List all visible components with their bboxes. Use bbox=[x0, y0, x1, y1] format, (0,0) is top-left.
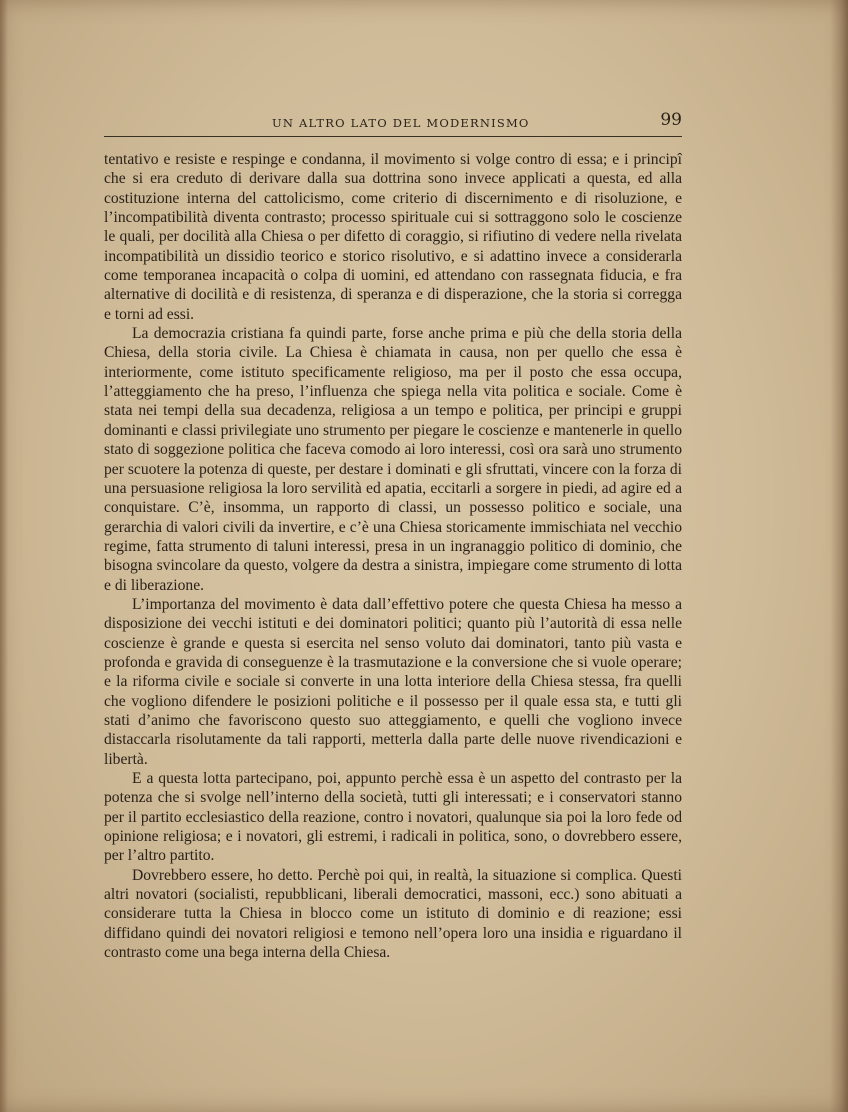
page-left-edge bbox=[0, 0, 8, 1112]
page-number: 99 bbox=[660, 110, 682, 130]
paragraph-4: E a questa lotta partecipano, poi, appunto perchè essa è un aspetto del contrasto per la potenza che si svolge nell’interno della società, tutti gli interessati; e i conservatori stanno per il partito ecclesiastico della reazione, contro i novatori, qualunque sia poi la loro fede od opinione religiosa; e i novatori, gli estremi, i radicali in politica, sono, o dovrebbero essere, per l’altro partito. bbox=[104, 770, 682, 865]
body-text bbox=[104, 150, 682, 962]
paragraph-1: tentativo e resiste e respinge e condanna, il movimento si volge contro di essa; e i principî che si era creduto di derivare dalla sua dottrina sono invece applicati a questa, ed alla costituzione interna del cattolicismo, come criterio di discernimento e di risoluzione, e l’incompatibilità diventa contrasto; processo spirituale cui si sottraggono solo le coscienze le quali, per docilità alla Chiesa o per difetto di coraggio, si rifiutino di vedere nella rivelata incompatibilità un dissidio teorico e storico risolutivo, e si adattino invece a considerarla come temporanea incapacità o colpa di uomini, ed attendano con rassegnata fiducia, e fra alternative di docilità e di resistenza, di speranza e di disperazione, che la storia si corregga e torni ad essi. bbox=[104, 151, 682, 323]
paragraph-3: L’importanza del movimento è data dall’effettivo potere che questa Chiesa ha messo a disposizione dei vecchi istituti e dei dominatori politici; quanto più l’autorità di essa nelle coscienze è grande e questa si esercita nel senso voluto dai dominatori, tanto più vasta e profonda e gravida di conseguenze è la trasmutazione e la conversione che si vuole operare; e la riforma civile e sociale si converte in una lotta interiore della Chiesa stessa, fra quelli che vogliono difendere le posizioni politiche e il possesso per il quale essa sta, e tutti gli stati d’animo che favoriscono questo suo atteggiamento, e quelli che vogliono invece distaccarla risolutamente da tali rapporti, metterla dalla parte delle nuove rivendicazioni e libertà. bbox=[104, 595, 682, 768]
page-right-edge bbox=[830, 0, 848, 1112]
running-title: UN ALTRO LATO DEL MODERNISMO bbox=[272, 116, 530, 130]
paragraph-5: Dovrebbero essere, ho detto. Perchè poi qui, in realtà, la situazione si complica. Questi altri novatori (socialisti, repubblicani, liberali democratici, massoni, ecc.) sono abituati a considerare tutta la Chiesa in blocco come un istituto di dominio e di reazione; essi diffidano quindi dei novatori religiosi e temono nell’opera loro una insidia e riguardano il contrasto come una bega interna della Chiesa. bbox=[104, 866, 682, 962]
page-header bbox=[104, 110, 682, 139]
paragraph-2: La democrazia cristiana fa quindi parte, forse anche prima e più che della storia della Chiesa, della storia civile. La Chiesa è chiamata in causa, non per quello che essa è interiormente, come istituto specificamente religioso, ma per il posto che essa occupa, l’atteggiamento che ha preso, l’influenza che spiega nella vita politica e sociale. Come è stata nei tempi della sua decadenza, religiosa a un tempo e politica, per principi e gruppi dominanti e classi privilegiate uno strumento per piegare le coscienze e mantenerle in quello stato di soggezione politica che faceva comodo ai loro interessi, così ora sarà uno strumento per scuotere la potenza di queste, per destare i dominati e gli sfruttati, vincere con la forza di una persuasione religiosa la loro servilità ed apatia, eccitarli a sorgere in piedi, ad agire ed a conquistare. C’è, insomma, un rapporto di classi, un possesso politico e sociale, una gerarchia di valori civili da invertire, e c’è una Chiesa storicamente immischiata nel vecchio regime, fatta strumento di taluni interessi, presa in un ingranaggio politico di dominio, che bisogna svincolare da questo, volgere da destra a sinistra, impiegare come strumento di lotta e di liberazione. bbox=[104, 325, 682, 594]
header-rule bbox=[104, 136, 682, 137]
